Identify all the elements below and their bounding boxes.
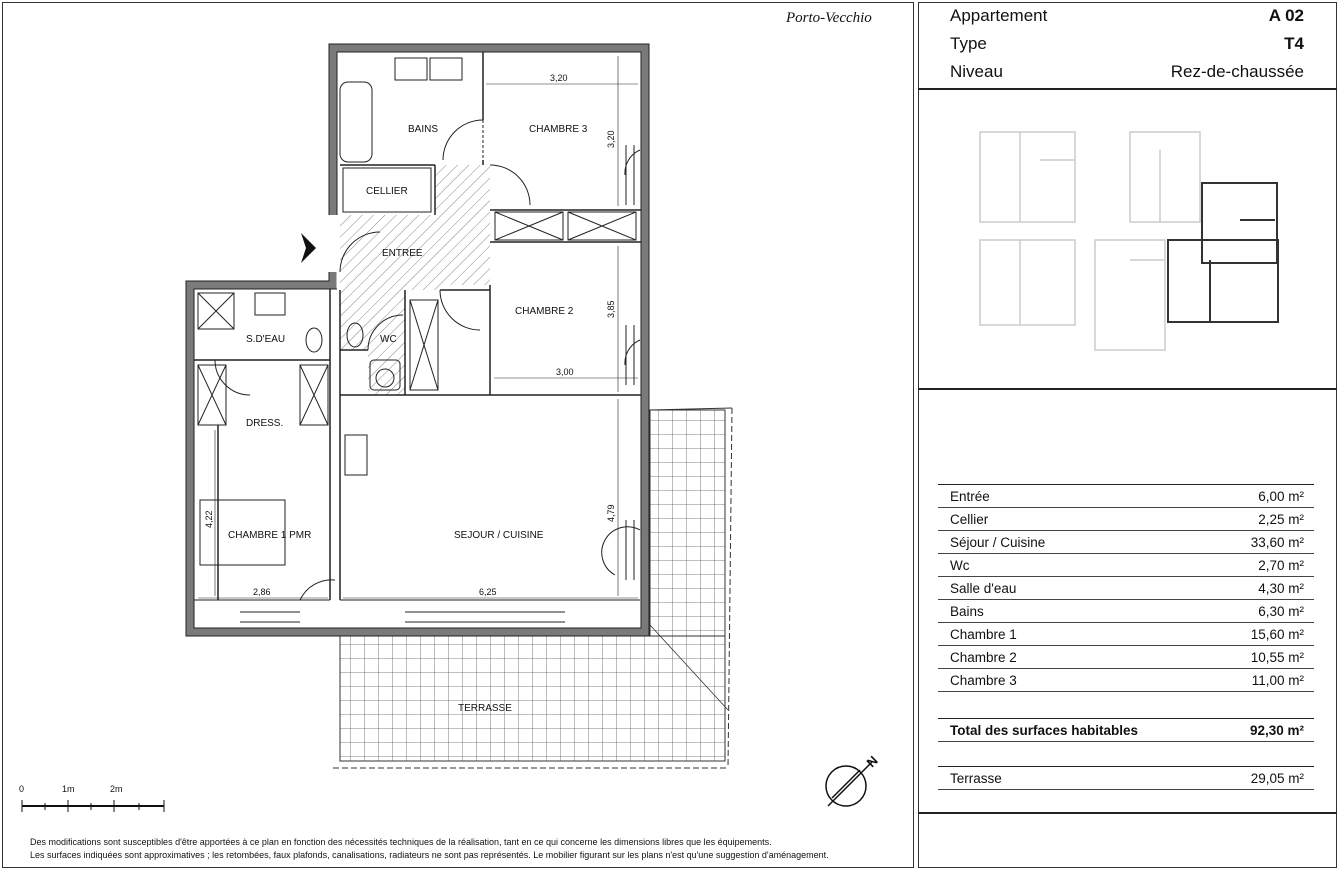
- disclaimer: [30, 836, 910, 862]
- surface-label: Chambre 2: [950, 650, 1017, 665]
- room-label-chambre3: CHAMBRE 3: [529, 124, 588, 135]
- header-divider: [918, 88, 1337, 90]
- entry-arrow-icon: [301, 233, 316, 263]
- terrace-value: 29,05 m²: [1250, 771, 1304, 786]
- apartment-value: A 02: [1268, 6, 1304, 25]
- surface-value: 11,00 m²: [1251, 673, 1304, 688]
- surface-value: 15,60 m²: [1250, 627, 1304, 642]
- surface-row: [938, 508, 1314, 531]
- scale-tick-1m: 1m: [62, 784, 75, 794]
- apartment-label: Appartement: [950, 6, 1048, 25]
- surface-value: 6,00 m²: [1258, 489, 1304, 504]
- surface-label: Entrée: [950, 489, 990, 504]
- level-label: Niveau: [950, 62, 1003, 81]
- surface-label: Séjour / Cuisine: [950, 535, 1046, 550]
- surface-value: 6,30 m²: [1258, 604, 1304, 619]
- dim-ch1-depth: 4,22: [204, 510, 214, 528]
- wardrobes: [198, 168, 636, 425]
- surface-label: Salle d'eau: [950, 581, 1017, 596]
- surface-label: Chambre 3: [950, 673, 1017, 688]
- terrace: [333, 408, 732, 768]
- dim-sejour-width: 6,25: [479, 587, 497, 597]
- surface-row: [938, 577, 1314, 600]
- surface-row: [938, 531, 1314, 554]
- key-plan-highlight: [1168, 183, 1278, 322]
- surface-label: Bains: [950, 604, 984, 619]
- total-row: [938, 719, 1314, 742]
- surface-value: 2,70 m²: [1258, 558, 1304, 573]
- dim-ch2-width: 3,00: [556, 367, 574, 377]
- dim-sejour-depth: 4,79: [606, 504, 616, 522]
- dim-ch3-width: 3,20: [550, 73, 568, 83]
- keyplan-divider: [918, 388, 1337, 390]
- surface-row: [938, 646, 1314, 669]
- room-label-cellier: CELLIER: [366, 186, 408, 197]
- scale-bar: [19, 784, 164, 812]
- disclaimer-line-1: Des modifications sont susceptibles d'être apportées à ce plan en fonction des nécessités techniques de la réalisation, tant en ce qui concerne les dimensions libres que les équipements.: [30, 837, 772, 847]
- surface-value: 2,25 m²: [1258, 512, 1304, 527]
- room-label-dress: DRESS.: [246, 418, 284, 429]
- room-label-chambre2: CHAMBRE 2: [515, 306, 574, 317]
- dim-ch1-width: 2,86: [253, 587, 271, 597]
- surface-row: [938, 485, 1314, 508]
- city-label: Porto-Vecchio: [786, 10, 872, 26]
- dim-ch3-depth: 3,20: [606, 130, 616, 148]
- room-label-chambre1: CHAMBRE 1 PMR: [228, 530, 312, 541]
- type-value: T4: [1284, 34, 1304, 53]
- terrace-row: [938, 767, 1314, 790]
- room-label-wc: WC: [380, 334, 397, 345]
- surface-row: [938, 554, 1314, 577]
- room-label-entree: ENTREE: [382, 248, 423, 259]
- dim-ch2-depth: 3,85: [606, 300, 616, 318]
- disclaimer-line-2: Les surfaces indiquées sont approximatives ; les retombées, faux plafonds, canalisations, radiateurs ne sont pas représentés. Le mobilier figurant sur les plans n'est qu'une suggestion d'aménagement.: [30, 850, 829, 860]
- compass-icon: [826, 753, 881, 806]
- room-label-bains: BAINS: [408, 124, 439, 135]
- scale-tick-2m: 2m: [110, 784, 123, 794]
- surface-label: Chambre 1: [950, 627, 1017, 642]
- surface-label: Wc: [950, 558, 970, 573]
- surface-value: 4,30 m²: [1258, 581, 1304, 596]
- total-label: Total des surfaces habitables: [950, 723, 1139, 738]
- entrance-hatch: [340, 165, 490, 395]
- footer-divider: [918, 812, 1337, 814]
- level-value: Rez-de-chaussée: [1170, 62, 1304, 81]
- surface-label: Cellier: [950, 512, 989, 527]
- room-label-sejour: SEJOUR / CUISINE: [454, 530, 544, 541]
- room-label-terrasse: TERRASSE: [458, 703, 512, 714]
- surface-row: [938, 600, 1314, 623]
- total-value: 92,30 m²: [1249, 723, 1304, 738]
- surface-row: [938, 669, 1314, 692]
- compass-letter: N: [863, 752, 881, 771]
- type-label: Type: [950, 34, 987, 53]
- scale-tick-0: 0: [19, 784, 25, 794]
- surface-value: 33,60 m²: [1250, 535, 1304, 550]
- surface-row: [938, 623, 1314, 646]
- terrace-label: Terrasse: [950, 771, 1002, 786]
- room-label-sdeau: S.D'EAU: [246, 334, 286, 345]
- surface-value: 10,55 m²: [1250, 650, 1304, 665]
